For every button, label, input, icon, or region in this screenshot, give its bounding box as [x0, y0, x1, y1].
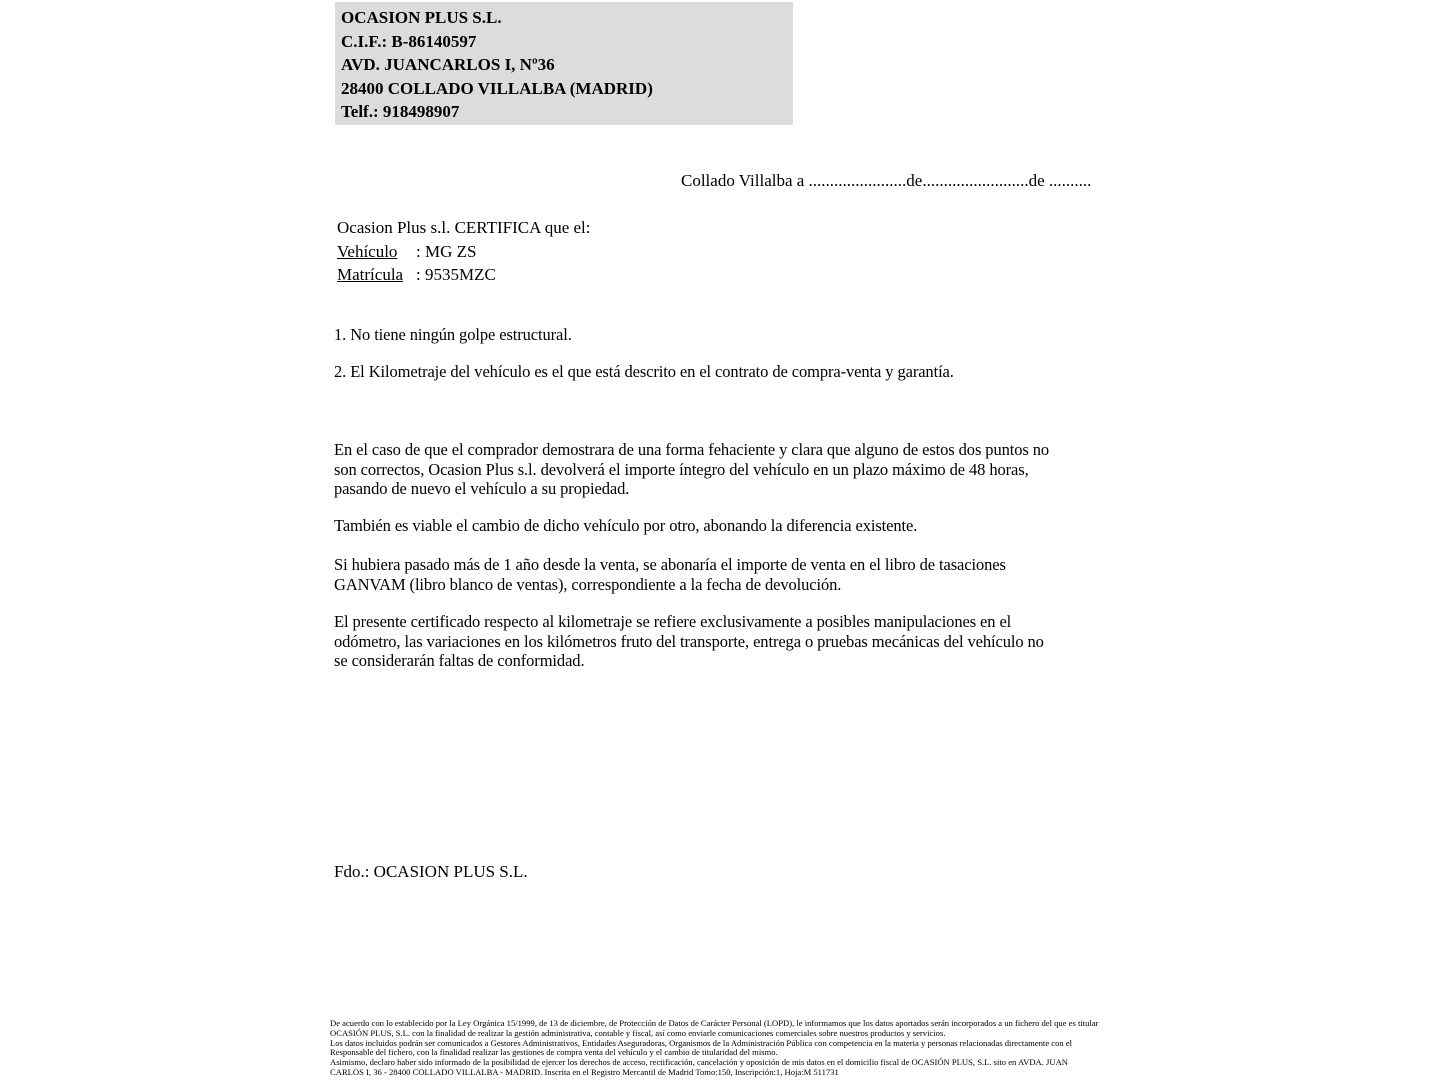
certification-intro: Ocasion Plus s.l. CERTIFICA que el: [337, 218, 591, 237]
legal-footer [330, 1019, 1099, 1078]
vehicle-value: : MG ZS [416, 241, 477, 261]
legal-line: CARLOS I, 36 - 28400 COLLADO VILLALBA - MADRID. Inscrita en el Registro Mercantil de Madrid Tomo:150, Inscripción:1, Hoja:M 511731 [330, 1066, 839, 1077]
date-line: Collado Villalba a .......................de.........................de .......... [681, 171, 1092, 190]
paragraph-line: son correctos, Ocasion Plus s.l. devolverá el importe íntegro del vehículo en un plazo máximo de 48 horas, [334, 459, 1029, 479]
condition-point-1: 1. No tiene ningún golpe estructural. [334, 325, 572, 344]
plate-value: : 9535MZC [416, 265, 496, 285]
certification-block [337, 216, 591, 287]
legal-line: Responsable del fichero, con la finalidad realizar las gestiones de compra venta del vehículo y el cambio de titularidad del mismo. [330, 1047, 778, 1058]
plate-label-cell [337, 263, 416, 287]
paragraph-exchange-option [334, 516, 917, 536]
paragraph-line: En el caso de que el comprador demostrara de una forma fehaciente y clara que alguno de estos dos puntos no [334, 440, 1050, 459]
legal-line: Asimismo, declaro haber sido informado de la posibilidad de ejercer los derechos de acceso, rectificación, cancelación y oposición de mis datos en el domicilio fiscal de OCASIÓN PLUS, S.L. sito en AVDA. JUAN [330, 1057, 1069, 1068]
vehicle-row [337, 240, 591, 264]
paragraph-refund-terms [334, 440, 1049, 499]
vehicle-label-cell [337, 240, 416, 264]
paragraph-line: También es viable el cambio de dicho vehículo por otro, abonando la diferencia existente. [334, 516, 918, 535]
company-name: OCASION PLUS S.L. [341, 8, 502, 27]
signature-line: Fdo.: OCASION PLUS S.L. [334, 862, 528, 881]
paragraph-line: El presente certificado respecto al kilometraje se refiere exclusivamente a posibles manipulaciones en el [334, 612, 1012, 631]
legal-line: De acuerdo con lo establecido por la Ley Orgánica 15/1999, de 13 de diciembre, de Protección de Datos de Carácter Personal (LOPD), le informamos que los datos aportados serán incorporados a un fichero del que es titular [330, 1018, 1099, 1028]
company-cif: C.I.F.: B-86140597 [341, 31, 477, 51]
paragraph-line: pasando de nuevo el vehículo a su propiedad. [334, 479, 630, 498]
paragraph-odometer-disclaimer [334, 612, 1044, 671]
condition-point-2: 2. El Kilometraje del vehículo es el que está descrito en el contrato de compra-venta y garantía. [334, 362, 954, 381]
company-phone: Telf.: 918498907 [341, 102, 460, 122]
paragraph-line: se considerarán faltas de conformidad. [334, 651, 585, 670]
legal-line: Los datos incluidos podrán ser comunicados a Gestores Administrativos, Entidades Aseguradoras, Organismos de la Administración Pública con competencia en la materia y personas relacionadas directamente con el [330, 1037, 1073, 1048]
vehicle-label: Vehículo [337, 241, 398, 261]
plate-row [337, 263, 591, 287]
paragraph-line: GANVAM (libro blanco de ventas), correspondiente a la fecha de devolución. [334, 574, 842, 594]
legal-line: OCASIÓN PLUS, S.L. con la finalidad de realizar la gestión administrativa, contable y fiscal, así como enviarle comunicaciones comerciales sobre nuestros productos y servicios. [330, 1027, 946, 1038]
plate-label: Matrícula [337, 265, 404, 285]
paragraph-ganvam-valuation [334, 555, 1006, 594]
company-address: AVD. JUANCARLOS I, Nº36 [341, 55, 555, 75]
company-city: 28400 COLLADO VILLALBA (MADRID) [341, 78, 653, 98]
paragraph-line: Si hubiera pasado más de 1 año desde la venta, se abonaría el importe de venta en el libro de tasaciones [334, 555, 1006, 574]
paragraph-line: odómetro, las variaciones en los kilómetros fruto del transporte, entrega o pruebas mecánicas del vehículo no [334, 631, 1044, 651]
company-header-box [335, 2, 793, 125]
